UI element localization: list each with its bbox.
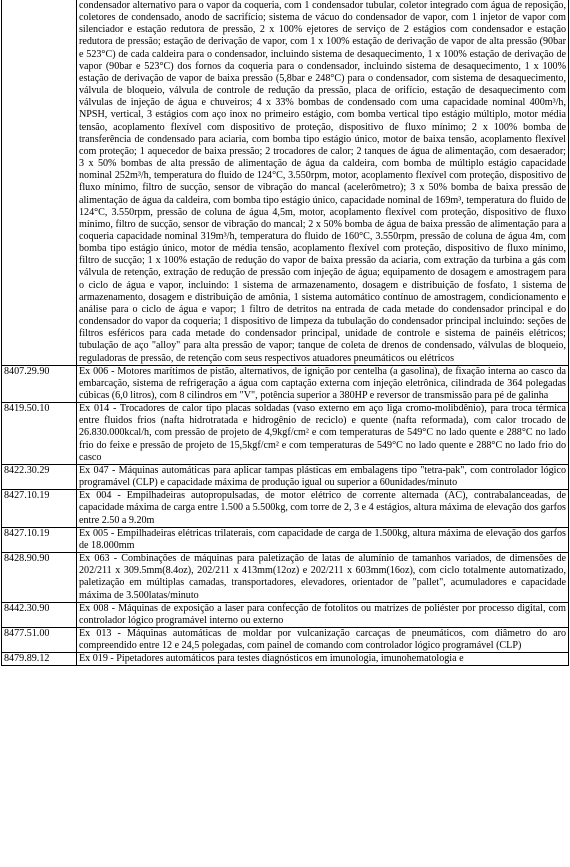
item-description: Ex 013 - Máquinas automáticas de moldar por vulcanização carcaças de pneumáticos, com diâmetro do aro compreendido entre 12 e 24,5 polegadas, com painel de comando com controlador lógico programável (CLP) xyxy=(77,627,569,652)
item-description: condensador alternativo para o vapor da coqueria, com 1 condensador tubular, coletor integrado com água de reposição, coletores de condensado, anodo de sacrifício; sistema de vácuo do condensador de vapor, com 1 injetor de vapor com silenciador e estação redutora de pressão, 2 x 100% ejetores de serviço de 2 estágios com condensador e estação redutora de pressão; estação de derivação de vapor, com 1 x 100% estação de derivação de vapor de alta pressão (90bar e 523°C) de cada caldeira para o condensador, incluindo sistema de desaquecimento, 1 x 100% estação de derivação de vapor (90bar e 523°C) dos fornos da coqueria para o condensador, incluindo sistema de desaquecimento, 1 x 100% estação de derivação de vapor de baixa pressão (5,8bar e 248°C) para o condensador, com sistema de desaquecimento, válvula de bloqueio, válvula de controle de redução da pressão, placa de orifício, estação de desaquecimento com válvulas de injeção de água e chuveiros; 4 x 33% bombas de condensado com uma capacidade nominal 400m³/h, NPSH, vertical, 3 estágios com aço inox no primeiro estágio, com bomba vertical tipo estágio múltiplo, motor média tensão, acoplamento flexível com dispositivo de proteção, dispositivo de fluxo mínimo; 2 x 100% bomba de transferência de condensado para aciaria, com bomba tipo estágio único, motor de baixa tensão, acoplamento flexível com proteção; 1 aquecedor de baixa pressão; 2 trocadores de calor; 2 tanques de água de alimentação, com desaerador; 3 x 50% bombas de alta pressão de alimentação de água da caldeira, com bomba de múltiplo estágio capacidade nominal 252m³/h, temperatura do fluido de 124°C, 3.550rpm, motor, acoplamento flexível com proteção, dispositivo de fluxo mínimo, filtro de sucção, sensor de vibração do mancal (acelerômetro); 3 x 50% bomba de baixa pressão de alimentação de água da caldeira, com bomba tipo estágio único, capacidade nominal de 169m³, temperatura do fluido de 124°C, 3.550rpm, pressão de coluna de água 4,5m, motor, acoplamento flexível com proteção, dispositivo de fluxo mínimo, filtro de sucção, sensor de vibração do mancal; 2 x 50% bomba de água de baixa pressão de alimentação para a coqueria capacidade nominal 319m³/h, temperatura do fluido de 160°C, 3.550rpm, pressão de coluna de água 4m, com bomba tipo estágio único, motor de média tensão, acoplamento flexível com proteção, dispositivo de fluxo mínimo, filtro de sucção; 1 x 100% estação de redução do vapor de baixa pressão da aciaria, com extração da turbina a gás com válvula de retenção, extração de redução de pressão com injeção de água; equipamento de dosagem e amostragem para o ciclo de água e vapor, incluindo: 1 sistema de armazenamento, dosagem e distribuição de fosfato, 1 sistema de armazenamento, dosagem e distribuição de amônia, 1 sistema automático contínuo de amostragem, condicionamento e análise para o ciclo de água e vapor; 1 filtro de detritos na entrada de cada metade do condensador principal e do condensador do vapor da coqueria; 1 dispositivo de limpeza da tubulação do condensador principal incluindo: seções de filtros esféricos para cada metade do condensador principal, unidade de controle e sistema de painéis elétricos; tubulação de aço "alloy" para alta pressão de vapor; tanque de coleta de drenos de condensado, válvulas de bloqueio, reguladoras de pressão, de retenção com seus respectivos atuadores pneumáticos ou elétricos xyxy=(77,0,569,365)
ncm-code: 8419.50.10 xyxy=(2,403,77,465)
item-description: Ex 047 - Máquinas automáticas para aplicar tampas plásticas em embalagens tipo "tetra-pak", com controlador lógico programável (CLP) e capacidade máxima de produção igual ou superior a 60unidades/minuto xyxy=(77,464,569,489)
ncm-code: 8427.10.19 xyxy=(2,490,77,527)
item-description: Ex 005 - Empilhadeiras elétricas trilaterais, com capacidade de carga de 1.500kg, altura máxima de elevação dos garfos de 18.000mm xyxy=(77,527,569,552)
ncm-code: 8428.90.90 xyxy=(2,553,77,603)
ncm-code: 8422.30.29 xyxy=(2,464,77,489)
table-row xyxy=(2,653,569,666)
item-description: Ex 063 - Combinações de máquinas para paletização de latas de alumínio de tamanhos variados, de dimensões de 202/211 x 309.5mm(8.4oz), 202/211 x 413mm(12oz) e 202/211 x 603mm(16oz), com ciclo totalmente automatizado, paletização em múltiplas camadas, transportadores, elevadores, orientador de "pallet", acumuladores e capacidade máxima de 3.500latas/minuto xyxy=(77,553,569,603)
item-description: Ex 006 - Motores marítimos de pistão, alternativos, de ignição por centelha (a gasolina), de fixação interna ao casco da embarcação, sistema de refrigeração a água com captação externa com injeção eletrônica, cilindrada de 364 polegadas cúbicas (6,0 litros), com 8 cilindros em "V", potência superior a 380HP e reversor de transmissão para pé de galinha xyxy=(77,365,569,402)
ncm-code xyxy=(2,0,77,365)
ncm-code: 8407.29.90 xyxy=(2,365,77,402)
ncm-code: 8442.30.90 xyxy=(2,602,77,627)
item-description: Ex 008 - Máquinas de exposição a laser para confecção de fotolitos ou matrizes de poliéster por processo digital, com controlador lógico programável interno ou externo xyxy=(77,602,569,627)
item-description: Ex 004 - Empilhadeiras autopropulsadas, de motor elétrico de corrente alternada (AC), contrabalanceadas, de capacidade máxima de carga entre 1.500 a 5.500kg, com torre de 2, 3 e 4 estágios, altura máxima de elevação dos garfos entre 2.50 a 9.20m xyxy=(77,490,569,527)
ncm-code: 8477.51.00 xyxy=(2,627,77,652)
table-row xyxy=(2,553,569,603)
ncm-code: 8479.89.12 xyxy=(2,653,77,666)
item-description: Ex 019 - Pipetadores automáticos para testes diagnósticos em imunologia, imunohematologia e xyxy=(77,653,569,666)
table-row xyxy=(2,602,569,627)
item-description: Ex 014 - Trocadores de calor tipo placas soldadas (vaso externo em aço liga cromo-molibdênio), para troca térmica entre fluidos frios (nafta hidrotratada e hidrogênio de reciclo) e quente (nafta reformada), com calor trocado de 26.830.000kcal/h, com pressão de projeto de 4,9kgf/cm² e com temperaturas de 549°C no lado quente e 288°C no lado frio do feixe e pressão de projeto de 15,5kgf/cm² e com temperaturas de 549°C no lado quente e 288°C no lado frio do casco xyxy=(77,403,569,465)
table-row xyxy=(2,527,569,552)
table-row xyxy=(2,627,569,652)
table-row xyxy=(2,464,569,489)
tariff-table xyxy=(1,0,569,666)
table-row xyxy=(2,365,569,402)
table-row xyxy=(2,0,569,365)
table-row xyxy=(2,490,569,527)
ncm-code: 8427.10.19 xyxy=(2,527,77,552)
table-row xyxy=(2,403,569,465)
